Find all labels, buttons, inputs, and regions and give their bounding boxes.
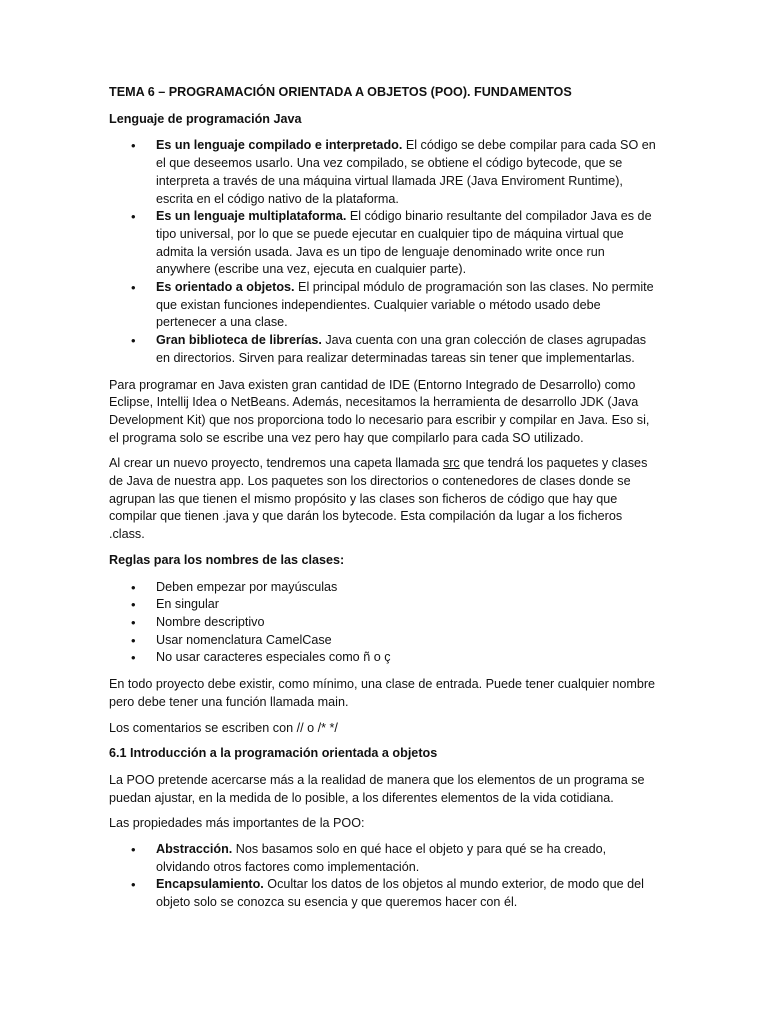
- feature-text: El código se debe compilar para cada SO en el que deseemos usarlo. Una vez compilado, se obtiene el código bytecode, que se interpreta a través de una máquina virtual llamada JRE (Java Enviroment Runtime), escrita en el código nativo de la plataforma.: [156, 138, 656, 206]
- list-item: [109, 332, 659, 367]
- rules-heading: Reglas para los nombres de las clases:: [109, 552, 345, 567]
- list-item: [109, 841, 659, 876]
- project-paragraph: [109, 455, 659, 544]
- feature-text: El código binario resultante del compilador Java es de tipo universal, por lo que se puede ejecutar en cualquier tipo de máquina virtual que admita la versión usada. Java es un tipo de lenguaje denominado write once run anywhere (escribe una vez, ejecuta en cualquier parte).: [156, 209, 652, 277]
- poo-paragraph: La POO pretende acercarse más a la realidad de manera que los elementos de un programa se puedan ajustar, en la medida de lo posible, a los diferentes elementos de la vida cotidiana.: [109, 772, 645, 805]
- feature-lead: Gran biblioteca de librerías.: [156, 333, 322, 348]
- properties-heading: Las propiedades más importantes de la POO:: [109, 816, 365, 831]
- src-folder-name: src: [442, 456, 460, 471]
- list-item: [109, 208, 659, 279]
- bullet-icon: •: [131, 877, 136, 893]
- feature-lead: Es un lenguaje multiplataforma.: [156, 209, 347, 224]
- rule-text: Nombre descriptivo: [156, 614, 265, 629]
- list-item: [109, 876, 659, 911]
- rule-text: Usar nomenclatura CamelCase: [156, 632, 332, 647]
- list-item: [109, 279, 659, 332]
- feature-text: El principal módulo de programación son las clases. No permite que existan funciones independientes. Cualquier variable o método usado debe pertenecer a una clase.: [156, 280, 654, 330]
- list-item: [109, 579, 659, 597]
- feature-lead: Es orientado a objetos.: [156, 280, 295, 295]
- list-item: [109, 632, 659, 650]
- comments-paragraph: Los comentarios se escriben con // o /* */: [109, 720, 338, 735]
- rule-text: Deben empezar por mayúsculas: [156, 579, 338, 594]
- ide-paragraph: Para programar en Java existen gran cantidad de IDE (Entorno Integrado de Desarrollo) como Eclipse, Intellij Idea o NetBeans. Además, necesitamos la herramienta de desarrollo JDK (Java Development Kit) que nos proporciona todo lo necesario para escribir y compilar en Java. Eso si, el programa solo se escribe una vez pero hay que compilarlo para cada SO utilizado.: [109, 377, 650, 445]
- rule-text: No usar caracteres especiales como ñ o ç: [156, 650, 391, 665]
- feature-text: Java cuenta con una gran colección de clases agrupadas en directorios. Sirven para realizar determinadas tareas sin tener que implementarlas.: [156, 333, 647, 365]
- document-body: [109, 84, 659, 921]
- section-6-1-heading: 6.1 Introducción a la programación orientada a objetos: [109, 746, 438, 761]
- java-features-list: [109, 137, 659, 367]
- property-text: Ocultar los datos de los objetos al mundo exterior, de modo que del objeto solo se conozca su esencia y que queremos hacer con él.: [156, 877, 644, 910]
- project-text-start: Al crear un nuevo proyecto, tendremos una capeta llamada: [109, 456, 443, 471]
- rule-text: En singular: [156, 597, 220, 612]
- list-item: [109, 614, 659, 632]
- list-item: [109, 596, 659, 614]
- naming-rules-list: [109, 579, 659, 668]
- property-lead: Encapsulamiento.: [156, 877, 264, 892]
- java-section-heading: Lenguaje de programación Java: [109, 111, 302, 126]
- list-item: [109, 137, 659, 208]
- bullet-icon: •: [131, 632, 136, 648]
- project-text-end: que tendrá los paquetes y clases de Java de nuestra app. Los paquetes son los directorios o contenedores de clases donde se agrupan las que tienen el mismo propósito y las clases son ficheros de código que hay que compilar que tienen .java y que darán los bytecode. Esta compilación da lugar a los ficheros .class.: [109, 456, 648, 542]
- entry-class-paragraph: En todo proyecto debe existir, como mínimo, una clase de entrada. Puede tener cualquier nombre pero debe tener una función llamada main.: [109, 677, 656, 709]
- bullet-icon: •: [131, 842, 136, 858]
- bullet-icon: •: [131, 614, 136, 630]
- feature-lead: Es un lenguaje compilado e interpretado.: [156, 138, 403, 153]
- bullet-icon: •: [131, 138, 136, 154]
- bullet-icon: •: [131, 579, 136, 595]
- page-title: TEMA 6 – PROGRAMACIÓN ORIENTADA A OBJETOS (POO). FUNDAMENTOS: [109, 85, 572, 99]
- bullet-icon: •: [131, 280, 136, 296]
- poo-properties-list: [109, 841, 659, 912]
- bullet-icon: •: [131, 597, 136, 613]
- list-item: [109, 649, 659, 667]
- property-lead: Abstracción.: [156, 842, 233, 857]
- bullet-icon: •: [131, 650, 136, 666]
- bullet-icon: •: [131, 209, 136, 225]
- property-text: Nos basamos solo en qué hace el objeto y para qué se ha creado, olvidando otros factores como implementación.: [156, 842, 607, 874]
- bullet-icon: •: [131, 333, 136, 349]
